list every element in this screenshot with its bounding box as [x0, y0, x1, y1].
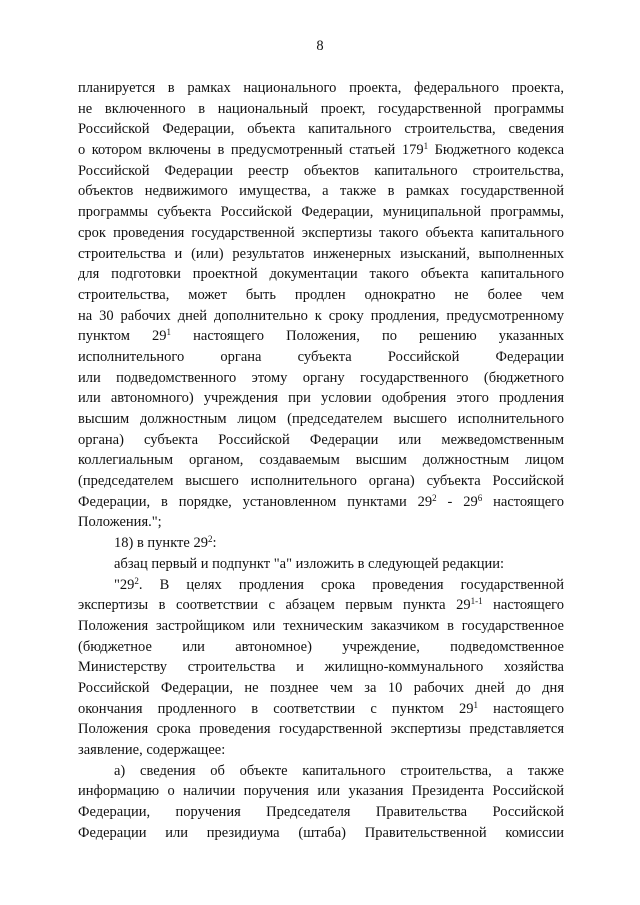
text-segment: о котором включены в предусмотренный статьей 179 — [78, 142, 424, 159]
text-line — [78, 285, 564, 306]
text-line — [78, 202, 564, 223]
text-segment: (бюджетное или автономное) учреждение, подведомственное — [78, 638, 564, 655]
text-segment: . В целях продления срока проведения государственной — [138, 576, 564, 593]
text-line — [78, 223, 564, 244]
text-segment: Российской Федерации, не позднее чем за 10 рабочих дней до дня — [78, 679, 564, 696]
text-segment: органа) субъекта Российской Федерации или межведомственным — [78, 431, 564, 448]
text-line — [78, 347, 564, 368]
text-segment: высшим должностным лицом (председателем высшего исполнительного — [78, 411, 564, 427]
text-segment: 18) в пункте 29 — [114, 535, 208, 552]
superscript: 2 — [207, 534, 213, 545]
text-line — [78, 512, 564, 533]
text-line — [78, 678, 564, 699]
text-segment: Федерации, поручения Председателя Правительства Российской — [78, 804, 564, 821]
superscript: 2 — [432, 492, 437, 503]
text-segment: планируется в рамках национального проекта, федерального проекта, — [78, 80, 564, 96]
text-segment: Положения срока проведения государственной экспертизы представляется — [78, 721, 564, 738]
text-segment: исполнительного органа субъекта Российской Федерации — [78, 348, 564, 365]
text-line — [78, 140, 564, 161]
text-line — [78, 761, 564, 782]
text-line — [78, 637, 564, 658]
text-segment: настоящего Положения, по решению указанных — [171, 328, 564, 345]
text-segment: настоящего — [482, 597, 564, 614]
text-line — [78, 119, 564, 140]
text-line — [78, 699, 564, 720]
text-segment: - 29 — [436, 493, 478, 510]
superscript: 2 — [134, 575, 139, 586]
text-line — [78, 616, 564, 637]
text-line — [78, 388, 564, 409]
text-line — [78, 533, 564, 554]
text-segment: абзац первый и подпункт "а" изложить в следующей редакции: — [114, 555, 505, 572]
text-line — [78, 430, 564, 451]
superscript: 1 — [423, 141, 429, 152]
page-number: 8 — [316, 38, 324, 54]
text-segment: или подведомственного этому органу государственного (бюджетного — [78, 369, 564, 386]
text-segment: информацию о наличии поручения или указания Президента Российской — [78, 783, 564, 800]
text-segment: Положения."; — [78, 514, 162, 531]
text-line — [78, 450, 564, 471]
text-line — [78, 264, 564, 285]
superscript: 1 — [166, 327, 172, 338]
text-segment: а) сведения об объекте капитального строительства, а также — [114, 762, 564, 779]
text-segment: не включенного в национальный проект, государственной программы — [78, 100, 564, 117]
text-line — [78, 368, 564, 389]
text-segment: объектов недвижимого имущества, а также в рамках государственной — [78, 183, 564, 200]
text-segment: или автономного) учреждения при условии одобрения этого продления — [78, 390, 564, 407]
text-line — [78, 492, 564, 513]
text-line — [78, 802, 564, 823]
superscript: 6 — [477, 492, 483, 503]
superscript: 1 — [473, 699, 478, 710]
text-segment: строительства и (или) результатов инженерных изысканий, выполненных — [78, 245, 564, 262]
text-segment: заявление, содержащее: — [78, 742, 226, 758]
text-line — [78, 181, 564, 202]
text-segment: для подготовки проектной документации такого объекта капитального — [78, 266, 564, 283]
text-line — [78, 99, 564, 120]
text-line — [78, 409, 564, 430]
text-segment: программы субъекта Российской Федерации, муниципальной программы, — [78, 204, 564, 221]
text-line — [78, 740, 564, 761]
body-text — [78, 78, 564, 843]
text-segment: Министерству строительства и жилищно-коммунального хозяйства — [78, 659, 564, 676]
text-segment: настоящего — [482, 493, 564, 510]
text-segment: Положения застройщиком или техническим заказчиком в государственное — [78, 617, 564, 634]
text-segment: окончания продленного в соответствии с пунктом 29 — [78, 700, 474, 717]
text-line — [78, 306, 564, 327]
text-segment: экспертизы в соответствии с абзацем первым пункта 29 — [78, 597, 471, 614]
text-segment: Федерации, в порядке, установленном пунктами 29 — [78, 493, 433, 510]
text-line — [78, 595, 564, 616]
text-line — [78, 657, 564, 678]
text-line — [78, 244, 564, 265]
text-line — [78, 471, 564, 492]
text-segment: (председателем высшего исполнительного органа) субъекта Российской — [78, 473, 564, 490]
text-segment: на 30 рабочих дней дополнительно к сроку продления, предусмотренному — [78, 307, 564, 324]
text-line — [78, 326, 564, 347]
text-segment: : — [212, 535, 217, 552]
text-segment: "29 — [114, 576, 135, 593]
text-line — [78, 823, 564, 844]
text-line — [78, 719, 564, 740]
text-segment: срок проведения государственной экспертизы такого объекта капитального — [78, 224, 564, 241]
text-segment: Российской Федерации, объекта капитального строительства, сведения — [78, 121, 564, 138]
text-line — [78, 554, 564, 575]
superscript: 1-1 — [470, 596, 483, 607]
text-line — [78, 161, 564, 182]
text-segment: пунктом 29 — [78, 328, 167, 345]
text-segment: настоящего — [477, 700, 564, 717]
text-line — [78, 78, 564, 99]
text-segment: Бюджетного кодекса — [428, 142, 565, 159]
text-line — [78, 781, 564, 802]
text-segment: коллегиальным органом, создаваемым высшим должностным лицом — [78, 452, 564, 469]
text-segment: Федерации или президиума (штаба) Правительственной комиссии — [78, 824, 564, 841]
text-line — [78, 575, 564, 596]
text-segment: строительства, может быть продлен однократно не более чем — [78, 286, 564, 303]
text-segment: Российской Федерации реестр объектов капитального строительства, — [78, 162, 564, 179]
